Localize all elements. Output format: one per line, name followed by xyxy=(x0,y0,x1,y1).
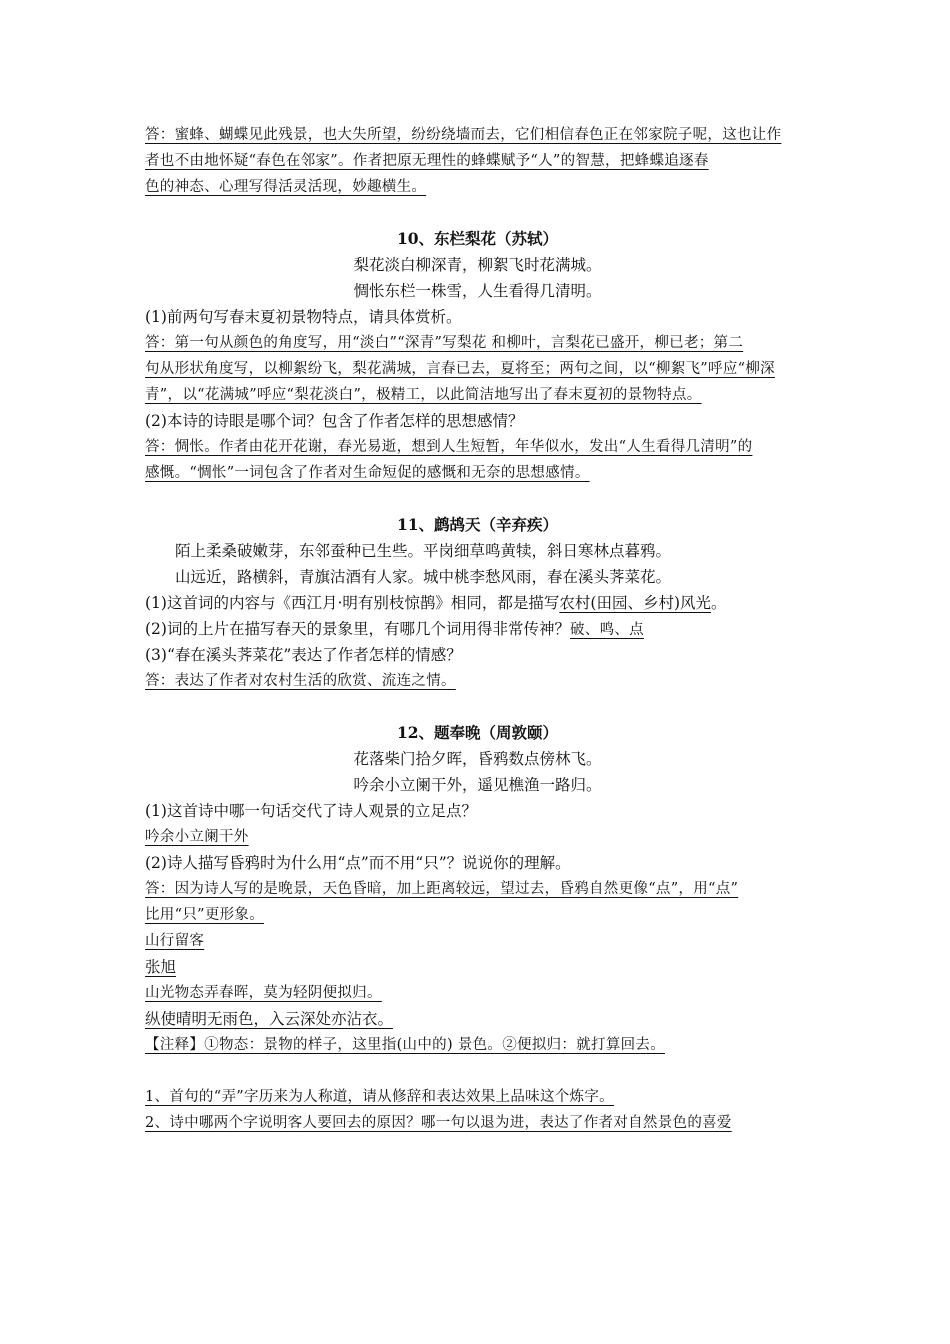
question: 1、首句的“弄”字历来为人称道，请从修辞和表达效果上品味这个炼字。 xyxy=(145,1089,614,1105)
answer-line: 答：因为诗人写的是晚景，天色昏暗，加上距离较远，望过去，昏鸦自然更像“点”，用“点” xyxy=(145,881,739,897)
answer-line: 色的神态、心理写得活灵活现，妙趣横生。 xyxy=(145,179,427,195)
answer-line: 青”，以“花满城”呼应“梨花淡白”，极精工，以此简洁地写出了春末夏初的景物特点。 xyxy=(145,387,702,403)
answer-line: 答：蜜蜂、蝴蝶见此残景，也大失所望，纷纷绕墙而去，它们相信春色正在邻家院子呢，这也让作 xyxy=(145,127,782,143)
poem-author: 张旭 xyxy=(145,958,177,976)
question: (1)这首诗中哪一句话交代了诗人观景的立足点？ xyxy=(145,802,477,820)
poem-line: 吟余小立阑干外，遥见樵渔一路归。 xyxy=(353,776,602,794)
poem-line: 花落柴门拾夕晖，昏鸦数点傍林飞。 xyxy=(353,750,602,768)
poem-title: 12、题奉晚（周敦颐） xyxy=(396,723,559,742)
inline-answer: 破、鸣、点 xyxy=(569,622,644,638)
question: 2、诗中哪两个字说明客人要回去的原因？哪一句以退为进，表达了作者对自然景色的喜爱 xyxy=(145,1115,732,1131)
question xyxy=(145,616,810,642)
poem-line: 山光物态弄春晖，莫为轻阴便拟归。 xyxy=(145,985,382,1001)
question: (2)本诗的诗眼是哪个词？包含了作者怎样的思想感情？ xyxy=(145,412,524,430)
poem-line: 惆怅东栏一株雪，人生看得几清明。 xyxy=(353,282,602,300)
poem-line: 山远近，路横斜，青旗沽酒有人家。城中桃李愁风雨，春在溪头荠菜花。 xyxy=(175,568,672,586)
poem-title: 10、东栏梨花（苏轼） xyxy=(396,229,559,248)
answer-line: 吟余小立阑干外 xyxy=(145,829,249,845)
answer-line: 句从形状角度写，以柳絮纷飞，梨花满城，言春已去，夏将至；两句之间，以“柳絮飞”呼应“柳深 xyxy=(145,361,775,377)
answer-line: 答：第一句从颜色的角度写，用“淡白”“深青”写梨花 和柳叶，言梨花已盛开，柳已老；第二 xyxy=(145,335,744,351)
question: (1)前两句写春末夏初景物特点，请具体赏析。 xyxy=(145,308,462,326)
question-end: 。 xyxy=(711,594,727,612)
note: 【注释】①物态：景物的样子，这里指(山中的) 景色。②便拟归：就打算回去。 xyxy=(145,1037,666,1053)
poem-title: 山行留客 xyxy=(145,933,205,949)
question: (3)“春在溪头荠菜花”表达了作者怎样的情感？ xyxy=(145,646,462,664)
question: (2)诗人描写昏鸦时为什么用“点”而不用“只”？说说你的理解。 xyxy=(145,854,571,872)
poem-line: 纵使晴明无雨色，入云深处亦沾衣。 xyxy=(145,1010,394,1028)
poem-line: 陌上柔桑破嫩芽，东邻蚕种已生些。平岗细草鸣黄犊，斜日寒林点暮鸦。 xyxy=(175,542,672,560)
poem-line: 梨花淡白柳深青，柳絮飞时花满城。 xyxy=(353,256,602,274)
question-text: (2)词的上片在描写春天的景象里，有哪几个词用得非常传神？ xyxy=(145,620,570,638)
answer-line: 比用“只”更形象。 xyxy=(145,907,265,923)
answer-line: 答：惆怅。作者由花开花谢，春光易逝，想到人生短暂，年华似水，发出“人生看得几清明”的 xyxy=(145,439,753,455)
answer-line: 感慨。“惆怅”一词包含了作者对生命短促的感慨和无奈的思想感情。 xyxy=(145,465,590,481)
question xyxy=(145,590,810,616)
question-text: (1)这首词的内容与《西江月·明有别枝惊鹊》相同，都是描写 xyxy=(145,594,560,612)
inline-answer: 农村(田园、乡村)风光 xyxy=(559,594,711,612)
answer-line: 者也不由地怀疑“春色在邻家”。作者把原无理性的蜂蝶赋予“人”的智慧，把蜂蝶追逐春 xyxy=(145,153,709,169)
document-page xyxy=(145,122,810,1136)
poem-title: 11、鹧鸪天（辛弃疾） xyxy=(396,515,559,534)
answer-line: 答：表达了作者对农村生活的欣赏、流连之情。 xyxy=(145,673,456,689)
